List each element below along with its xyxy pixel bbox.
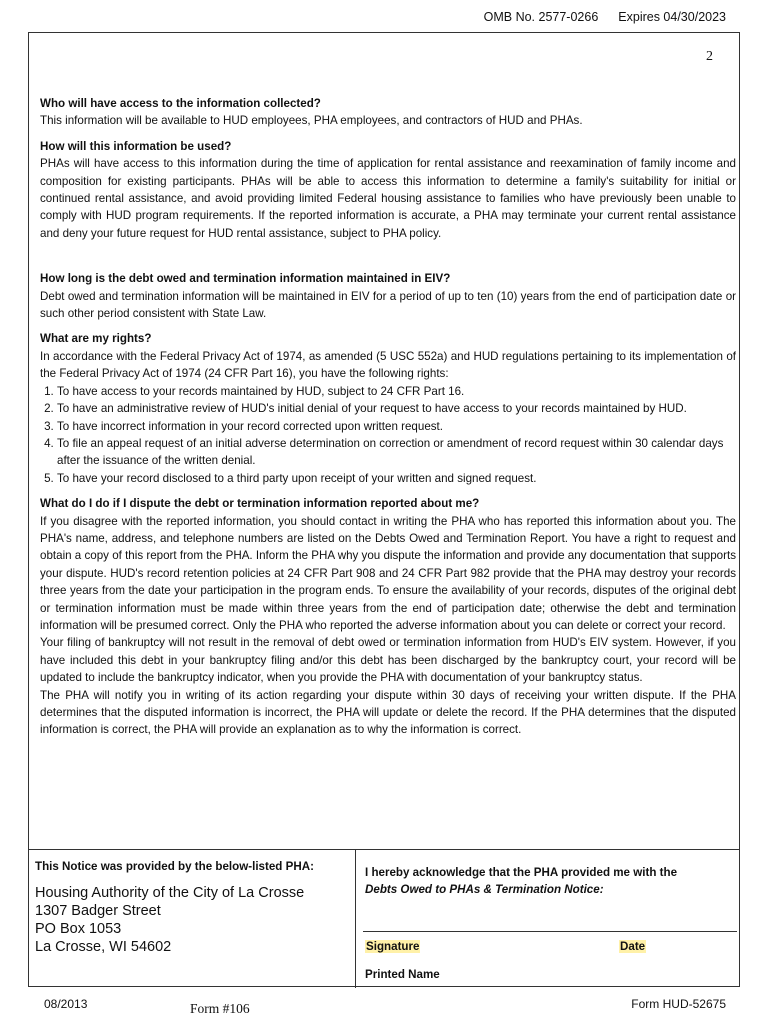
access-answer: This information will be available to HUD employees, PHA employees, and contractors of HUD and PHAs. xyxy=(40,114,583,128)
dispute-paragraph: If you disagree with the reported information, you should contact in writing the PHA who has reported this information about you. The PHA's name, address, and telephone numbers are listed on the Debts Owed and Termination Report. You have a right to request and obtain a copy of this report from the PHA. Inform the PHA why you dispute the information and provide any documentation that supports your dispute. HUD's record retention policies at 24 CFR Part 908 and 24 CFR Part 982 provide that the PHA may destroy your records three years from the date your participation in the program ends. To ensure the availability of your records, disputes of the original debt or termination information must be made within three years from the end of participation date; otherwise the debt and termination information will be presumed correct. Only the PHA who reported the adverse information about you can delete or correct your record. xyxy=(40,514,737,632)
omb-header xyxy=(464,10,726,24)
rights-item: 4. To file an appeal request of an initial adverse determination on correction or amendment of record request within 30 calendar days after the issuance of the written denial. xyxy=(57,435,736,470)
bankruptcy-paragraph: Your filing of bankruptcy will not result in the removal of debt owed or termination information from HUD's EIV system. However, if you have included this debt in your bankruptcy filing and/or this debt has been discharged by the bankruptcy court, your record will be updated to include the bankruptcy indicator, when you provide the PHA with documentation of your bankruptcy status. xyxy=(40,636,736,685)
dispute-question: What do I do if I dispute the debt or termination information reported about me? xyxy=(40,497,480,511)
use-question: How will this information be used? xyxy=(40,139,232,153)
section-duration xyxy=(40,270,736,322)
pha-name: Housing Authority of the City of La Crosse xyxy=(35,885,305,901)
section-rights xyxy=(40,330,736,487)
page-number: 2 xyxy=(706,49,713,64)
use-answer: PHAs will have access to this information during the time of application for rental assistance and reexamination of family income and composition for existing participants. PHAs will be able to access this information to determine a family's suitability for initial or continued rental assistance, and avoid providing limited Federal housing assistance to families who have previously been unable to comply with HUD program requirements. If the reported information is accurate, a PHA may terminate your current rental assistance and deny your future request for HUD rental assistance, subject to PHA policy. xyxy=(40,157,736,240)
expiration-date: Expires 04/30/2023 xyxy=(618,10,726,24)
rights-item: 1. To have access to your records maintained by HUD, subject to 24 CFR Part 16. xyxy=(57,383,736,400)
footer-date: 08/2013 xyxy=(44,997,88,1011)
rights-question: What are my rights? xyxy=(40,332,152,346)
pha-label: This Notice was provided by the below-listed PHA: xyxy=(35,860,314,873)
pha-street: 1307 Badger Street xyxy=(35,903,161,919)
duration-answer: Debt owed and termination information will be maintained in EIV for a period of up to ten (10) years from the end of participation date or such other period consistent with State Law. xyxy=(40,289,736,321)
footer-form-hud: Form HUD-52675 xyxy=(631,997,726,1011)
signature-section xyxy=(29,849,739,988)
pha-po-box: PO Box 1053 xyxy=(35,921,122,937)
document-frame xyxy=(28,32,740,987)
signature-line[interactable] xyxy=(363,931,737,932)
rights-list xyxy=(40,383,736,487)
section-dispute xyxy=(40,495,736,739)
ack-line-1: I hereby acknowledge that the PHA provided me with the xyxy=(365,866,678,879)
rights-intro: In accordance with the Federal Privacy Act of 1974, as amended (5 USC 552a) and HUD regulations pertaining to its implementation of the Federal Privacy Act of 1974 (24 CFR Part 16), you have the following rights: xyxy=(40,349,736,381)
omb-number: OMB No. 2577-0266 xyxy=(483,10,599,24)
notification-paragraph: The PHA will notify you in writing of its action regarding your dispute within 30 days of receiving your written dispute. If the PHA determines that the disputed information is incorrect, the PHA will update or delete the record. If the PHA determines that the disputed information is correct, the PHA will provide an explanation as to why the information is correct. xyxy=(40,688,736,737)
section-access xyxy=(40,95,736,130)
acknowledgment-text xyxy=(365,864,677,898)
access-question: Who will have access to the information collected? xyxy=(40,97,321,110)
signature-label: Signature xyxy=(366,940,420,953)
pha-address xyxy=(35,884,304,956)
duration-question: How long is the debt owed and termination information maintained in EIV? xyxy=(40,272,451,286)
pha-city: La Crosse, WI 54602 xyxy=(35,939,172,955)
rights-item: 5. To have your record disclosed to a third party upon receipt of your written and signed request. xyxy=(57,470,736,487)
rights-item: 3. To have incorrect information in your record corrected upon written request. xyxy=(57,418,736,435)
date-label: Date xyxy=(620,940,646,953)
pha-box xyxy=(29,850,356,988)
rights-item: 2. To have an administrative review of HUD's initial denial of your request to have access to your records maintained by HUD. xyxy=(57,400,736,417)
section-use xyxy=(40,138,736,242)
notice-body xyxy=(40,95,736,747)
ack-line-2: Debts Owed to PHAs & Termination Notice: xyxy=(365,883,604,896)
printed-name-label: Printed Name xyxy=(365,968,440,981)
footer-form-number: Form #106 xyxy=(190,1001,250,1016)
